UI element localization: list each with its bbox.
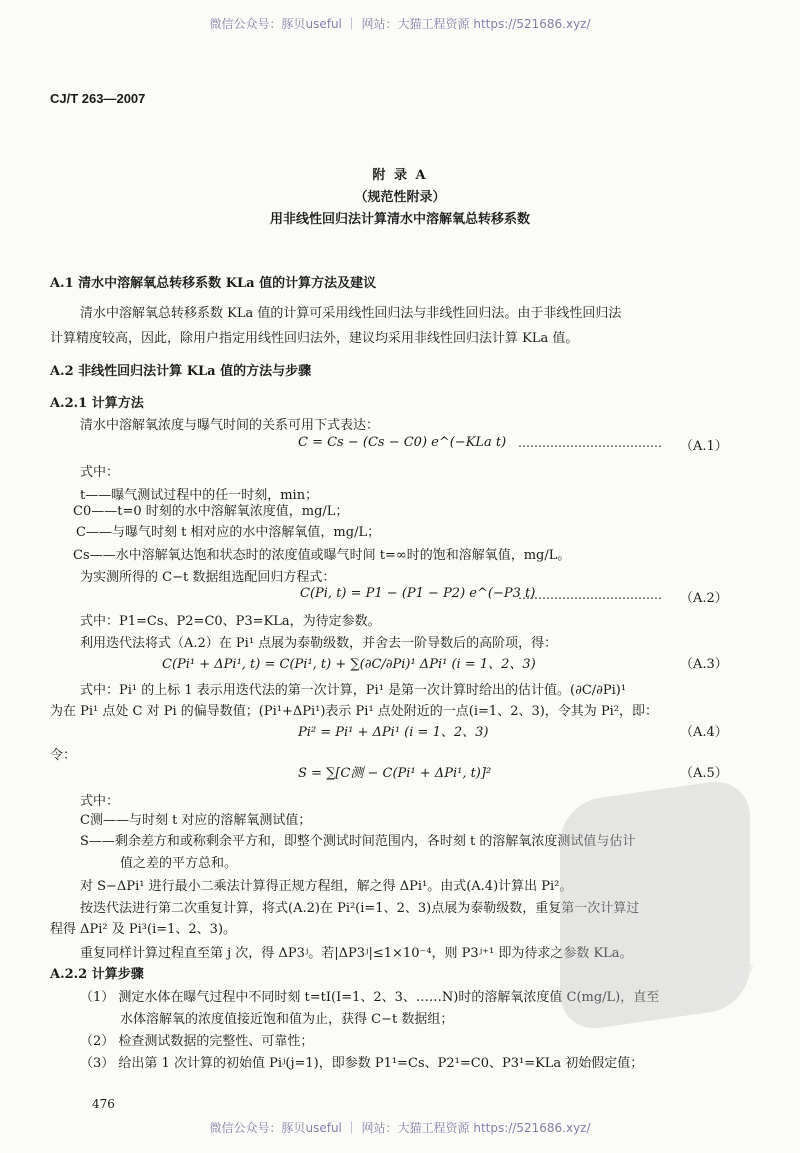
equation-a2: C(Pi, t) = P1 − (P1 − P2) e^(−P3 t): [300, 586, 536, 601]
step-line: （1） 测定水体在曝气过程中不同时刻 t=tI(I=1、2、3、……N)时的溶解氧浓度值 C(mg/L)，直至: [80, 990, 660, 1005]
text-line: 重复同样计算过程直至第 j 次，得 ΔP3ʲ。若|ΔP3ʲ|≤1×10⁻⁴，则 P3ʲ⁺¹ 即为待求之参数 KLa。: [80, 946, 633, 961]
text-line: 程得 ΔPi² 及 Pi³(i=1、2、3)。: [50, 922, 237, 937]
equation-number: （A.4）: [680, 725, 728, 740]
appendix-subtitle: （规范性附录）: [354, 190, 446, 205]
step-line: 水体溶解氧的浓度值接近饱和值为止，获得 C−t 数据组；: [120, 1012, 454, 1027]
equation-a3: C(Pi¹ + ΔPi¹, t) = C(Pi¹, t) + ∑(∂C/∂Pi)¹ ΔPi¹ (i = 1、2、3): [162, 657, 536, 672]
definition-line: C——与曝气时刻 t 相对应的水中溶解氧值，mg/L；: [76, 525, 381, 540]
equation-a1: C = Cs − (Cs − C0) e^(−KLa t): [298, 435, 507, 450]
equation-a5: S = ∑[C测 − C(Pi¹ + ΔPi¹, t)]²: [298, 766, 492, 781]
text-line: 式中：: [80, 465, 120, 480]
definition-line: t——曝气测试过程中的任一时刻，min；: [80, 488, 319, 503]
appendix-heading: 用非线性回归法计算清水中溶解氧总转移系数: [269, 212, 530, 227]
text-line: 式中：P1=Cs、P2=C0、P3=KLa，为待定参数。: [80, 614, 381, 629]
section-a2-title: A.2 非线性回归法计算 KLa 值的方法与步骤: [50, 364, 312, 379]
text-line: 式中：Pi¹ 的上标 1 表示用迭代法的第一次计算，Pi¹ 是第一次计算时给出的估计值。(∂C/∂Pi)¹: [80, 683, 627, 698]
text-line: 为在 Pi¹ 点处 C 对 Pi 的偏导数值；(Pi¹+ΔPi¹)表示 Pi¹ 点处附近的一点(i=1、2、3)，令其为 Pi²，即：: [50, 704, 659, 719]
page-number: 476: [92, 1097, 115, 1111]
definition-line: S——剩余差方和或称剩余平方和，即整个测试时间范围内，各时刻 t 的溶解氧浓度测试值与估计: [80, 834, 636, 849]
text-line: 令：: [50, 748, 77, 763]
watermark-top: 微信公众号：豚贝useful ｜ 网站：大猫工程资源 https://521686.xyz/: [209, 17, 591, 31]
step-line: （2） 检查测试数据的完整性、可靠性；: [80, 1034, 314, 1049]
leader-dots: ………………………………: [518, 588, 662, 602]
equation-number: （A.3）: [680, 657, 728, 672]
definition-line: Cs——水中溶解氧达饱和状态时的浓度值或曝气时间 t=∞时的饱和溶解氧值，mg/L。: [73, 548, 571, 563]
definition-line: C测——与时刻 t 对应的溶解氧测试值；: [80, 813, 312, 828]
definition-line: C0——t=0 时刻的水中溶解氧浓度值，mg/L；: [73, 504, 349, 519]
standard-number: CJ/T 263—2007: [50, 91, 146, 106]
text-line: 利用迭代法将式（A.2）在 Pi¹ 点展为泰勒级数，并舍去一阶导数后的高阶项，得：: [80, 636, 558, 651]
stamp-pdg-text: PDG: [728, 958, 758, 994]
text-line: 为实测所得的 C−t 数据组选配回归方程式：: [80, 570, 336, 585]
step-line: （3） 给出第 1 次计算的初始值 Piʲ(j=1)，即参数 P1¹=Cs、P2¹=C0、P3¹=KLa 初始假定值；: [80, 1056, 644, 1071]
appendix-title: 附 录 A: [372, 168, 428, 183]
equation-a4: Pi² = Pi¹ + ΔPi¹ (i = 1、2、3): [298, 725, 489, 740]
text-line: 对 S−ΔPi¹ 进行最小二乘法计算得正规方程组，解之得 ΔPi¹。由式(A.4)计算出 Pi²。: [80, 879, 573, 894]
text-line: 式中：: [80, 794, 120, 809]
text-line: 清水中溶解氧浓度与曝气时间的关系可用下式表达：: [80, 418, 380, 433]
leader-dots: ………………………………: [518, 436, 662, 450]
equation-number: （A.5）: [680, 766, 728, 781]
paragraph-line: 清水中溶解氧总转移系数 KLa 值的计算可采用线性回归法与非线性回归法。由于非线性回归法: [80, 306, 622, 321]
section-a22-title: A.2.2 计算步骤: [50, 967, 144, 982]
equation-number: （A.2）: [680, 591, 728, 606]
watermark-bottom: 微信公众号：豚贝useful ｜ 网站：大猫工程资源 https://521686.xyz/: [209, 1121, 591, 1135]
equation-number: （A.1）: [680, 439, 728, 454]
paragraph-line: 计算精度较高，因此，除用户指定用线性回归法外，建议均采用非线性回归法计算 KLa 值。: [50, 331, 579, 346]
archive-stamp-watermark: [560, 777, 750, 1034]
section-a21-title: A.2.1 计算方法: [50, 396, 144, 411]
definition-line: 值之差的平方总和。: [120, 856, 238, 871]
section-a1-title: A.1 清水中溶解氧总转移系数 KLa 值的计算方法及建议: [50, 276, 377, 291]
text-line: 按迭代法进行第二次重复计算，将式(A.2)在 Pi²(i=1、2、3)点展为泰勒级数，重复第一次计算过: [80, 901, 640, 916]
